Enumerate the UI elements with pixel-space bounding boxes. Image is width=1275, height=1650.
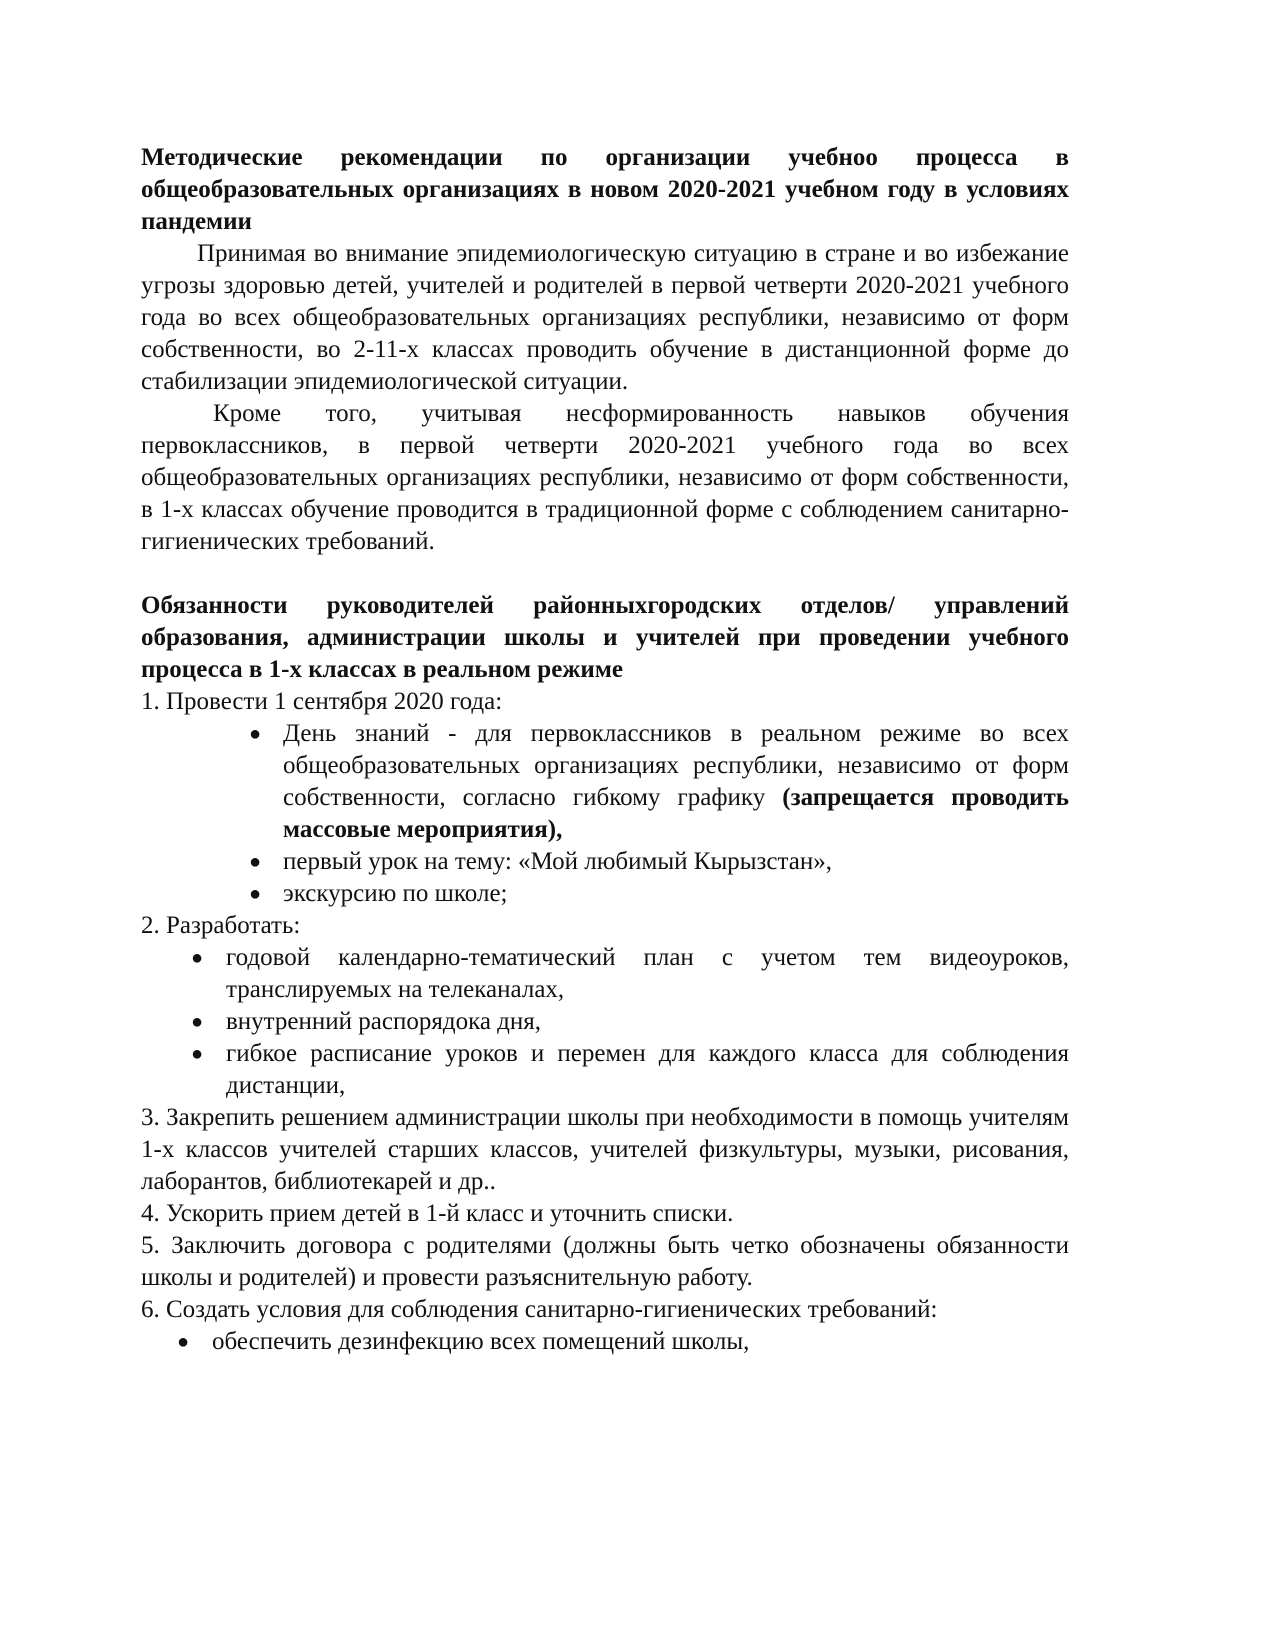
section-1-title: Методические рекомендации по организации учебноо процесса в общеобразовательных организациях в новом 2020-2021 учебном году в условиях пандемии — [141, 144, 1069, 235]
list-item — [141, 1326, 1069, 1358]
list-item — [141, 878, 1069, 910]
numbered-item-4: 4. Ускорить прием детей в 1-й класс и уточнить списки. — [141, 1200, 734, 1227]
bullet-icon: ● — [249, 851, 262, 873]
bullet-icon: ● — [191, 1043, 204, 1065]
list-item — [141, 718, 1069, 846]
list-item — [141, 846, 1069, 878]
list-item-bold-text: (запрещается проводить массовые мероприятия), — [283, 784, 1070, 843]
numbered-item-5: 5. Заключить договора с родителями (должны быть четко обозначены обязанности школы и родителей) и провести разъяснительную работу. — [141, 1232, 1069, 1291]
list-item — [141, 1038, 1069, 1102]
bullet-icon: ● — [249, 883, 262, 905]
bullet-icon: ● — [191, 947, 204, 969]
spacer — [141, 558, 1069, 590]
paragraph-1: Принимая во внимание эпидемиологическую ситуацию в стране и во избежание угрозы здоровью детей, учителей и родителей в первой четверти 2020-2021 учебного года во всех общеобразовательных организациях республики, независимо от форм собственности, во 2-11-х классах проводить обучение в дистанционной форме до стабилизации эпидемиологической ситуации. — [141, 240, 1069, 395]
section-2-title: Обязанности руководителей районныхгородских отделов/ управлений образования, администрации школы и учителей при проведении учебного процесса в 1-х классах в реальном режиме — [141, 592, 1069, 683]
document-page — [141, 142, 1069, 1358]
bullet-list-3 — [141, 1326, 1069, 1358]
list-item-text: внутренний распорядока дня, — [226, 1008, 542, 1035]
paragraph-2: Кроме того, учитывая несформированность навыков обучения первоклассников, в первой четверти 2020-2021 учебного года во всех общеобразовательных организациях республики, независимо от форм собственности, в 1-х классах обучение проводится в традиционной форме с соблюдением санитарно-гигиенических требований. — [141, 400, 1069, 555]
list-item — [141, 942, 1069, 1006]
numbered-item-3: 3. Закрепить решением администрации школы при необходимости в помощь учителям 1-х классов учителей старших классов, учителей физкультуры, музыки, рисования, лаборантов, библиотекарей и др.. — [141, 1104, 1069, 1195]
numbered-item-6: 6. Создать условия для соблюдения санитарно-гигиенических требований: — [141, 1296, 938, 1323]
list-item-text: День знаний - для первоклассников в реальном режиме во всех общеобразовательных организациях республики, независимо от форм собственности, согласно гибкому графику — [283, 720, 1069, 811]
list-item-text: обеспечить дезинфекцию всех помещений школы, — [212, 1328, 750, 1355]
numbered-item-2: 2. Разработать: — [141, 912, 301, 939]
bullet-icon: ● — [191, 1011, 204, 1033]
bullet-list-1 — [141, 718, 1069, 910]
list-item-text: годовой календарно-тематический план с учетом тем видеоуроков, транслируемых на телеканалах, — [226, 944, 1069, 1003]
bullet-list-2 — [141, 942, 1069, 1102]
list-item-text: первый урок на тему: «Мой любимый Кырызстан», — [283, 848, 832, 875]
list-item — [141, 1006, 1069, 1038]
list-item-text: гибкое расписание уроков и перемен для каждого класса для соблюдения дистанции, — [226, 1040, 1069, 1099]
numbered-item-1: 1. Провести 1 сентября 2020 года: — [141, 688, 503, 715]
bullet-icon: ● — [177, 1331, 190, 1353]
list-item-text: экскурсию по школе; — [283, 880, 508, 907]
bullet-icon: ● — [249, 723, 262, 745]
